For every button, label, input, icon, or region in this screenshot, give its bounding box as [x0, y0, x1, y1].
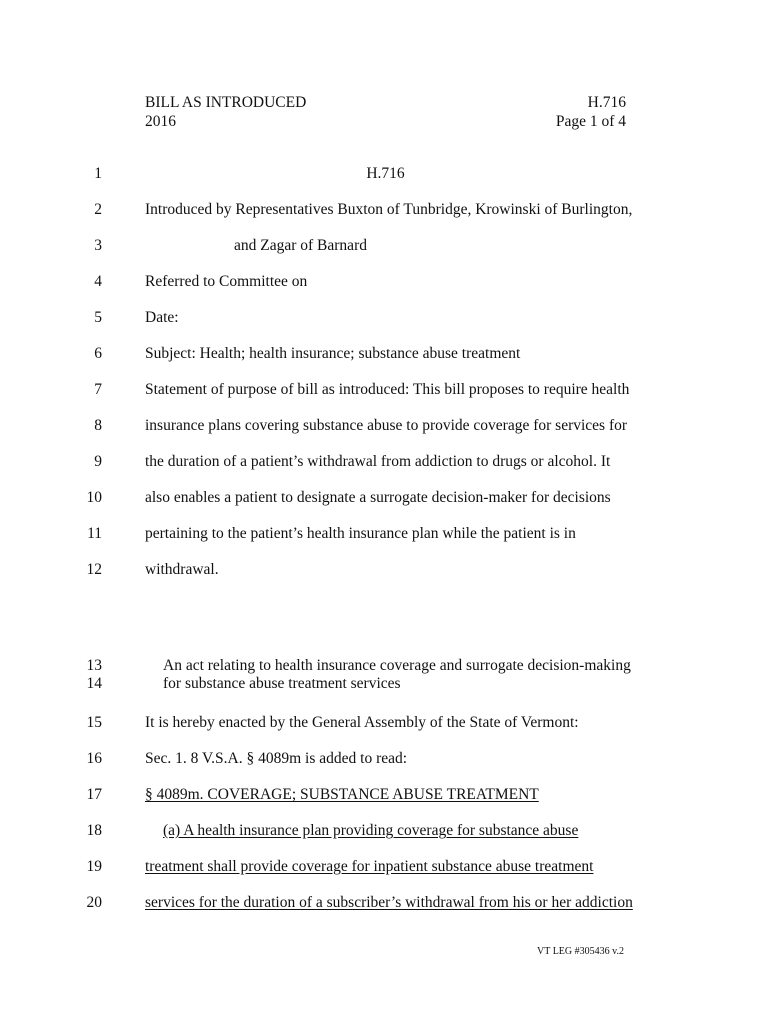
bill-title: H.716	[366, 165, 405, 182]
line-number: 18	[86, 822, 102, 839]
line-text: withdrawal.	[145, 561, 219, 578]
line-number: 5	[94, 309, 102, 326]
section-heading: § 4089m. COVERAGE; SUBSTANCE ABUSE TREATMENT	[145, 786, 539, 803]
line-number: 20	[86, 894, 102, 911]
line-row	[0, 713, 770, 733]
line-row	[0, 560, 770, 580]
line-row	[0, 380, 770, 400]
line-text: and Zagar of Barnard	[234, 237, 367, 254]
line-number: 17	[86, 786, 102, 803]
line-row	[0, 524, 770, 544]
act-title-line: for substance abuse treatment services	[163, 675, 401, 692]
line-number: 1	[94, 165, 102, 182]
line-text: Introduced by Representatives Buxton of Tunbridge, Krowinski of Burlington,	[145, 201, 633, 218]
line-row	[0, 308, 770, 328]
line-text: Statement of purpose of bill as introduced: This bill proposes to require health	[145, 381, 630, 398]
line-row	[0, 272, 770, 292]
line-number: 2	[94, 201, 102, 218]
line-number: 13	[86, 657, 102, 674]
line-row	[0, 488, 770, 508]
line-row	[0, 821, 770, 841]
line-row	[0, 893, 770, 913]
line-number: 4	[94, 273, 102, 290]
line-number: 8	[94, 417, 102, 434]
line-row	[0, 236, 770, 256]
line-number: 3	[94, 237, 102, 254]
page-indicator: Page 1 of 4	[555, 113, 626, 130]
line-text: pertaining to the patient’s health insurance plan while the patient is in	[145, 525, 576, 542]
line-text: insurance plans covering substance abuse to provide coverage for services for	[145, 417, 628, 434]
line-number: 19	[86, 858, 102, 875]
section-intro: Sec. 1. 8 V.S.A. § 4089m is added to read:	[145, 750, 408, 767]
line-number: 6	[94, 345, 102, 362]
line-number: 7	[94, 381, 102, 398]
line-text: Subject: Health; health insurance; substance abuse treatment	[145, 345, 521, 362]
line-row	[0, 344, 770, 364]
line-row	[0, 857, 770, 877]
bill-status-label: BILL AS INTRODUCED	[145, 94, 307, 111]
line-row	[0, 656, 770, 676]
header-right	[556, 93, 626, 131]
line-text: Referred to Committee on	[145, 273, 308, 290]
document-id-footer: VT LEG #305436 v.2	[537, 946, 624, 957]
line-number: 10	[86, 489, 102, 506]
line-number: 11	[87, 525, 102, 542]
act-title-line: An act relating to health insurance coverage and surrogate decision-making	[163, 657, 631, 674]
line-row	[0, 416, 770, 436]
header-left	[145, 93, 306, 131]
added-text: (a) A health insurance plan providing coverage for substance abuse	[163, 822, 579, 839]
line-text: the duration of a patient’s withdrawal from addiction to drugs or alcohol. It	[145, 453, 611, 470]
bill-year: 2016	[145, 113, 176, 130]
added-text: services for the duration of a subscriber’s withdrawal from his or her addiction	[145, 894, 633, 911]
line-row	[0, 749, 770, 769]
bill-number: H.716	[587, 94, 626, 111]
line-row	[0, 200, 770, 220]
line-number: 9	[94, 453, 102, 470]
line-number: 15	[86, 714, 102, 731]
added-text: treatment shall provide coverage for inpatient substance abuse treatment	[145, 858, 594, 875]
line-number: 12	[86, 561, 102, 578]
line-number: 16	[86, 750, 102, 767]
line-row	[0, 164, 770, 184]
line-text: also enables a patient to designate a surrogate decision-maker for decisions	[145, 489, 611, 506]
line-number: 14	[86, 675, 102, 692]
line-row	[0, 785, 770, 805]
line-row	[0, 674, 770, 694]
line-text: Date:	[145, 309, 179, 326]
line-row	[0, 452, 770, 472]
enacting-clause: It is hereby enacted by the General Assembly of the State of Vermont:	[145, 714, 579, 731]
